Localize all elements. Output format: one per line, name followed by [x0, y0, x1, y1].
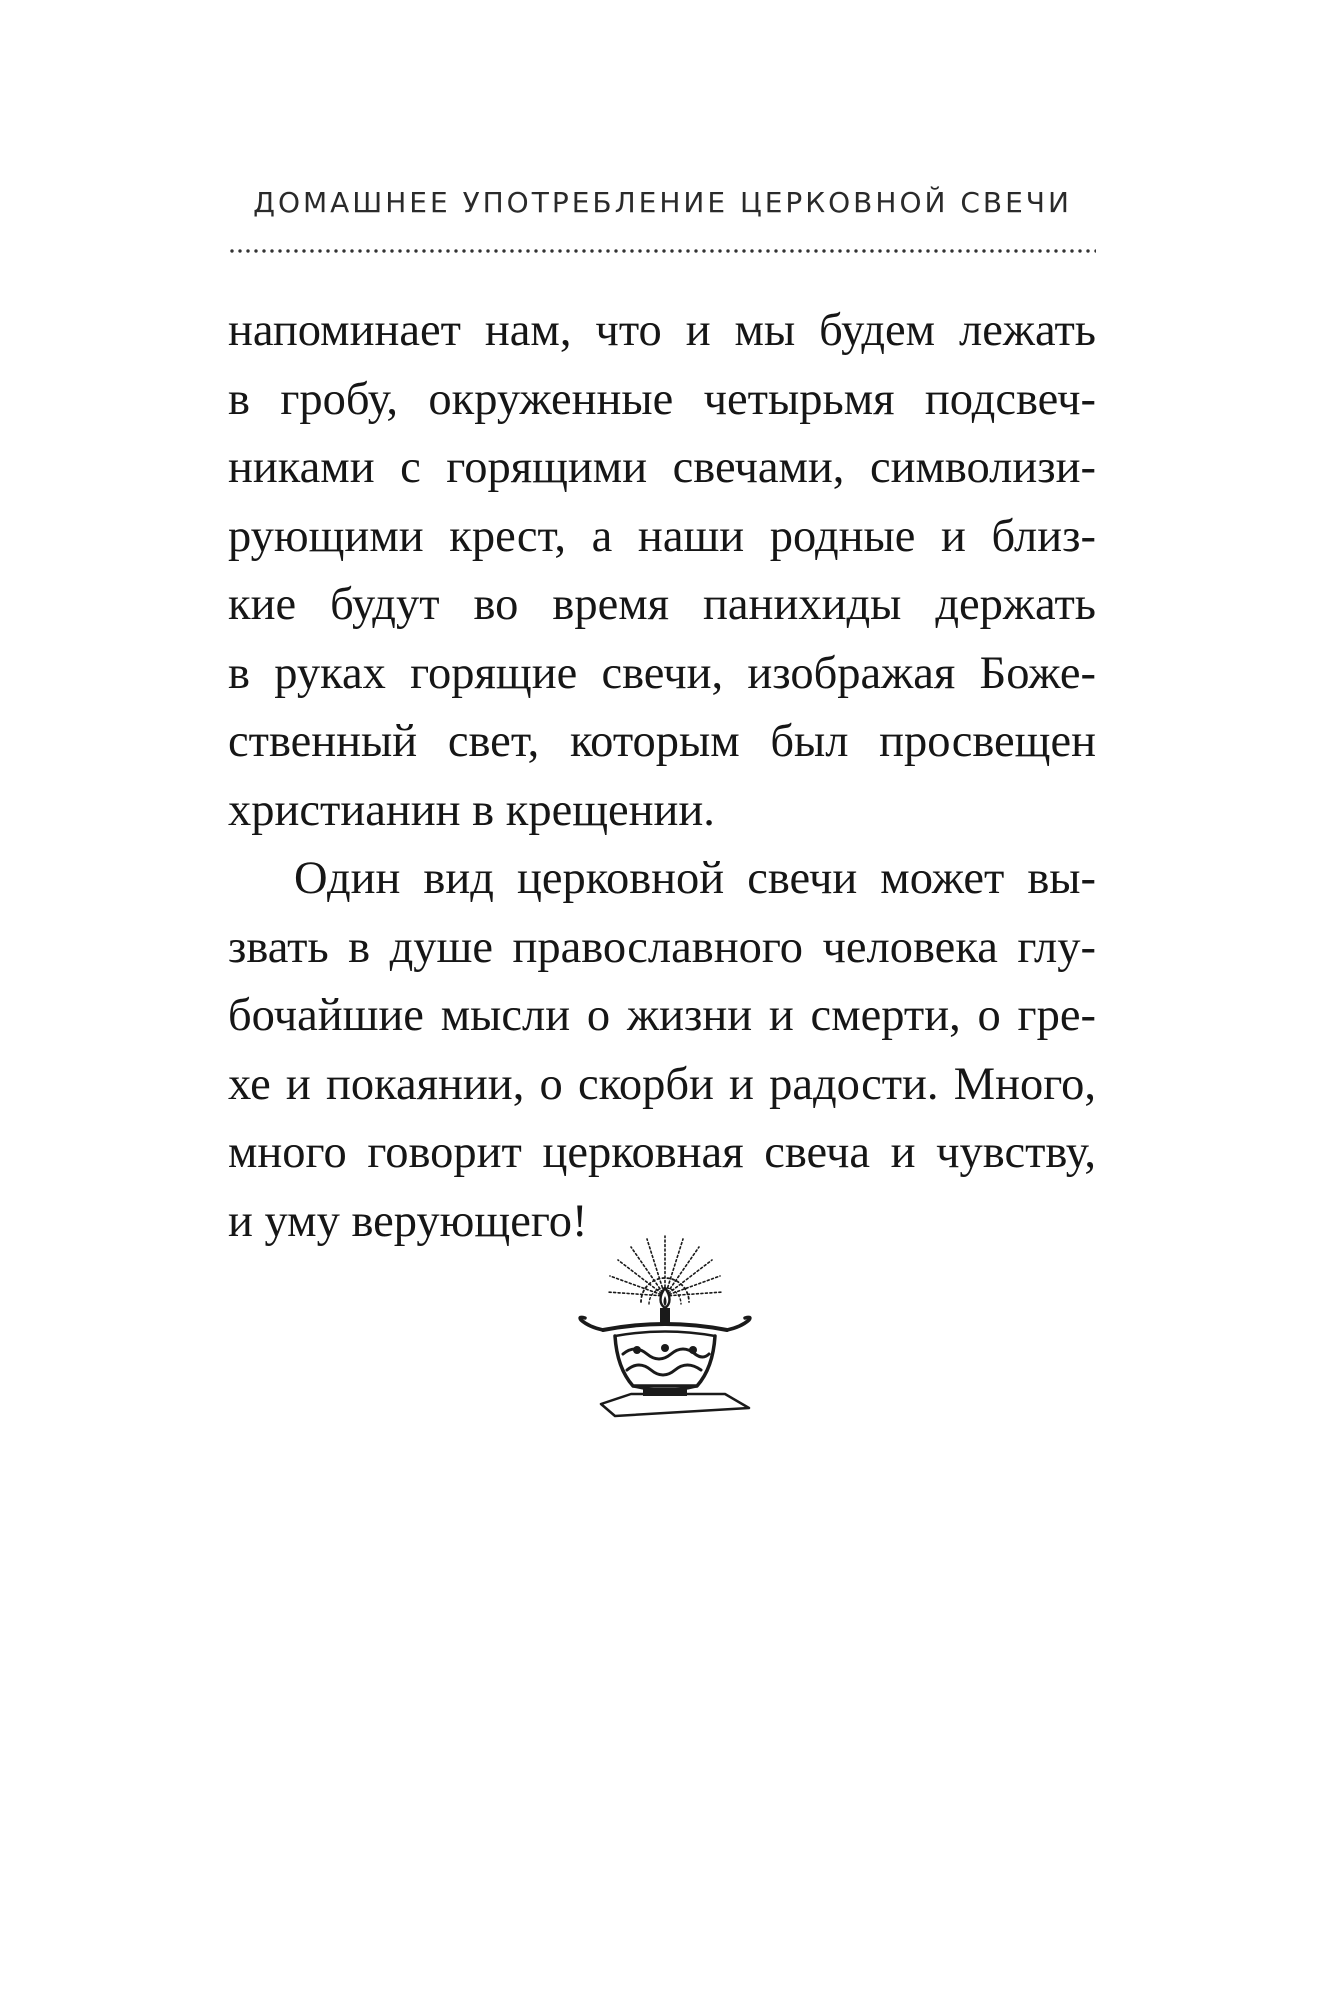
text-line: христианин в крещении. [228, 784, 715, 836]
candle-in-lampada-icon [575, 1228, 755, 1418]
paragraph-2 [228, 845, 1096, 1256]
text-line: в гробу, окруженные четырьмя подсвеч- [228, 373, 1096, 425]
body-text [228, 297, 1096, 1256]
text-line: звать в душе православного человека глу- [228, 921, 1096, 973]
text-line: ственный свет, которым был просвещен [228, 716, 1096, 767]
text-line: никами с горящими свечами, символизи- [228, 442, 1096, 493]
text-line: хе и покаянии, о скорби и радости. Много, [228, 1058, 1096, 1110]
text-line: в руках горящие свечи, изображая Боже- [228, 647, 1096, 699]
text-line: бочайшие мысли о жизни и смерти, о гре- [228, 990, 1096, 1041]
text-line: и уму верующего! [228, 1195, 588, 1247]
text-line: кие будут во время панихиды держать [228, 579, 1096, 630]
dotted-rule [228, 248, 1096, 254]
running-head: ДОМАШНЕЕ УПОТРЕБЛЕНИЕ ЦЕРКОВНОЙ СВЕЧИ [253, 186, 1072, 219]
text-line: Один вид церковной свечи может вы- [294, 853, 1096, 904]
text-line: много говорит церковная свеча и чувству, [228, 1127, 1096, 1178]
text-line: рующими крест, а наши родные и близ- [228, 510, 1096, 562]
text-line: напоминает нам, что и мы будем лежать [228, 305, 1096, 356]
paragraph-1 [228, 297, 1096, 845]
